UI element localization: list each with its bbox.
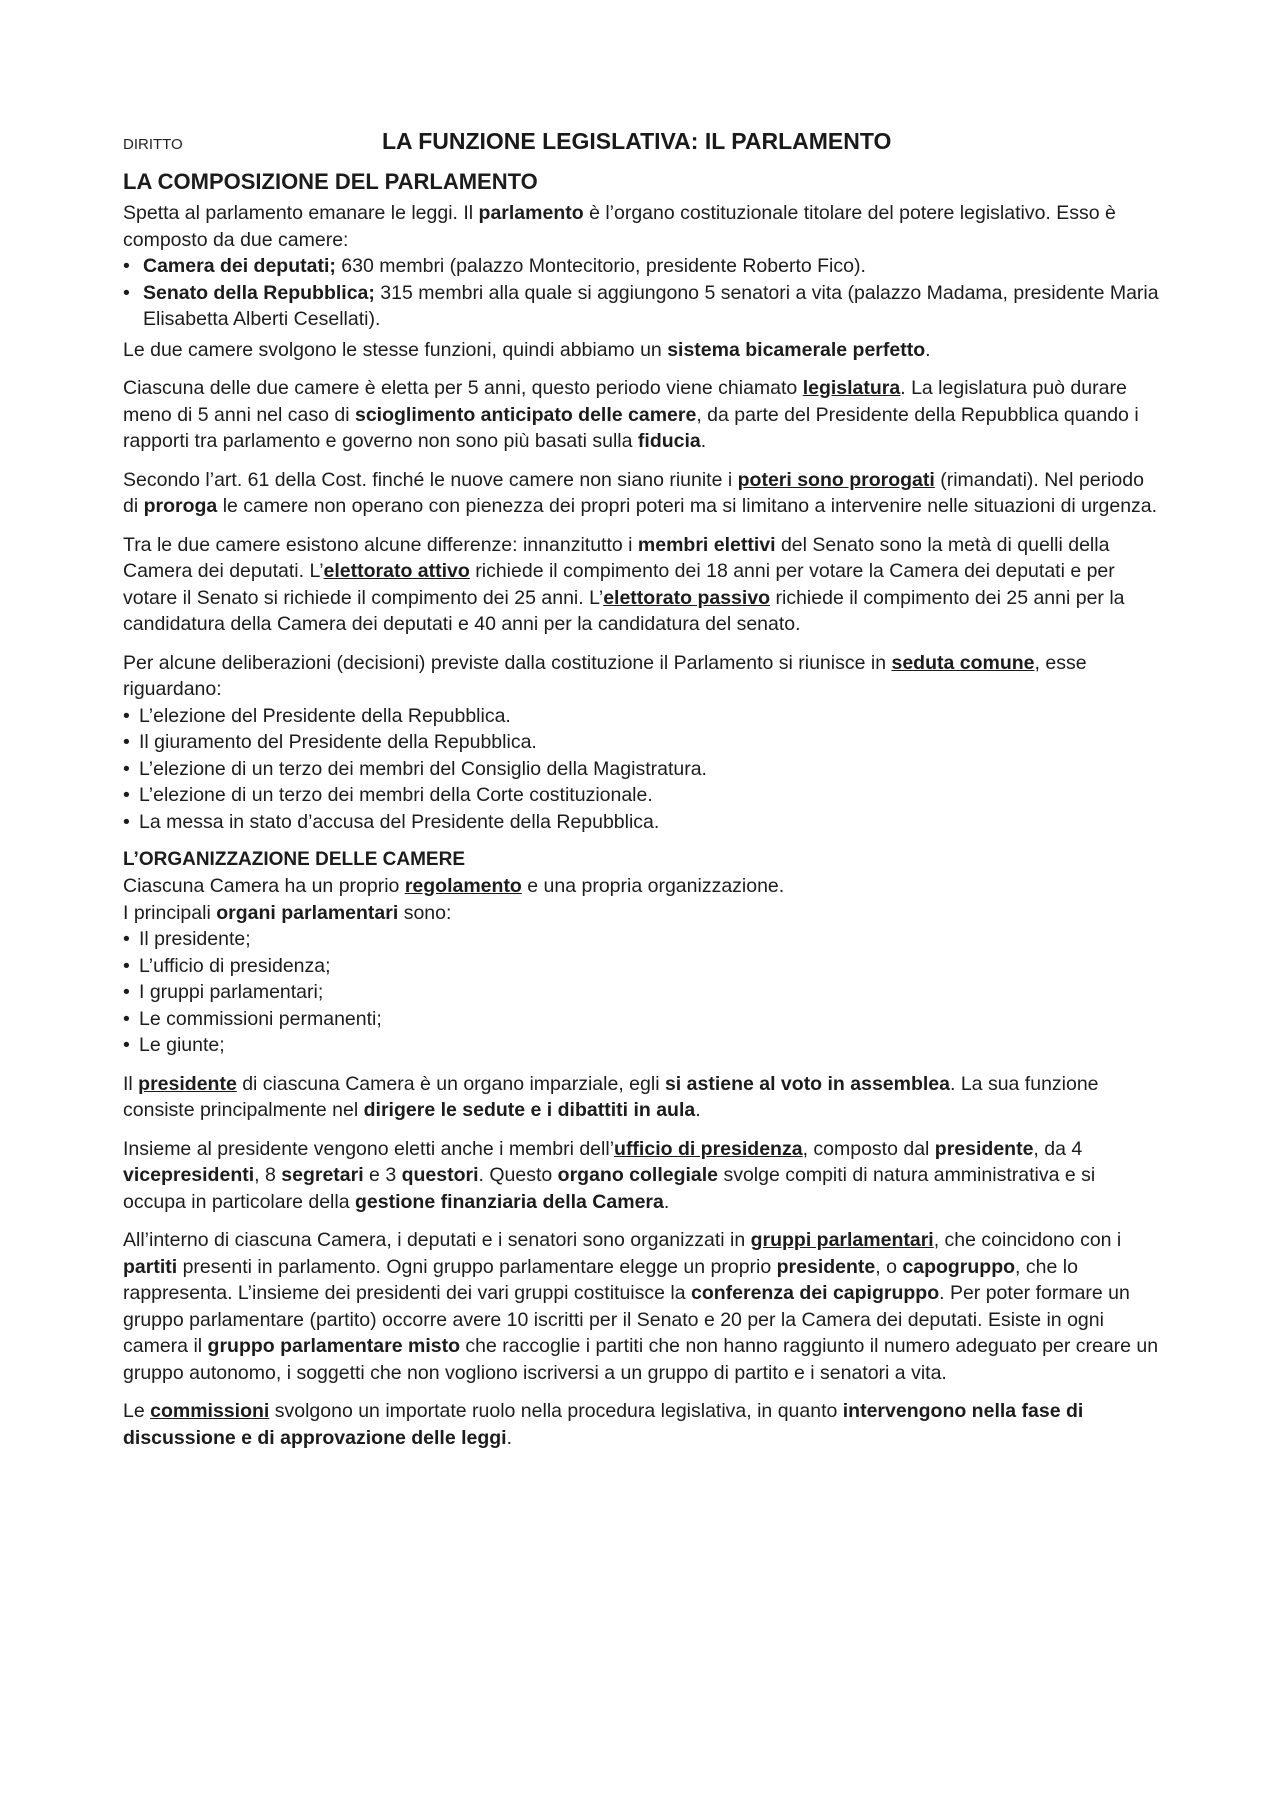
section-heading-composizione: LA COMPOSIZIONE DEL PARLAMENTO <box>123 169 538 194</box>
list-item: • L’elezione di un terzo dei membri del Consiglio della Magistratura. <box>123 756 1160 783</box>
paragraph: Insieme al presidente vengono eletti anche i membri dell’ufficio di presidenza, composto dal presidente, da 4 vicepresidenti, 8 segretari e 3 questori. Questo organo collegiale svolge compiti di natura amministrativa e si occupa in particolare della gestione finanziaria della Camera. <box>123 1137 1096 1213</box>
paragraph: Il presidente di ciascuna Camera è un organo imparziale, egli si astiene al voto in assemblea. La sua funzione consiste principalmente nel dirigere le sedute e i dibattiti in aula. <box>123 1072 1099 1121</box>
camere-list <box>123 253 1160 333</box>
section-heading-organizzazione: L’ORGANIZZAZIONE DELLE CAMERE <box>123 849 465 870</box>
list-item: • Le giunte; <box>123 1032 1160 1059</box>
list-item: • I gruppi parlamentari; <box>123 979 1160 1006</box>
paragraph: Secondo l’art. 61 della Cost. finché le nuove camere non siano riunite i poteri sono prorogati (rimandati). Nel periodo di proroga le camere non operano con pienezza dei propri poteri ma si limitano a intervenire nelle situazioni di urgenza. <box>123 468 1158 517</box>
list-item: • Il presidente; <box>123 926 1160 953</box>
subject-label: DIRITTO <box>123 136 183 153</box>
list-item: • L’elezione del Presidente della Repubblica. <box>123 703 1160 730</box>
paragraph: Per alcune deliberazioni (decisioni) previste dalla costituzione il Parlamento si riunisce in seduta comune, esse riguardano: <box>123 651 1087 700</box>
paragraph: Spetta al parlamento emanare le leggi. Il parlamento è l’organo costituzionale titolare del potere legislativo. Esso è composto da due camere: <box>123 202 1116 251</box>
list-item: • L’elezione di un terzo dei membri della Corte costituzionale. <box>123 782 1160 809</box>
paragraph: Ciascuna delle due camere è eletta per 5 anni, questo periodo viene chiamato legislatura. La legislatura può durare meno di 5 anni nel caso di scioglimento anticipato delle camere, da parte del Presidente della Repubblica quando i rapporti tra parlamento e governo non sono più basati sulla fiducia. <box>123 377 1139 452</box>
paragraph: Ciascuna Camera ha un proprio regolamento e una propria organizzazione. <box>123 875 785 897</box>
paragraph: All’interno di ciascuna Camera, i deputati e i senatori sono organizzati in gruppi parlamentari, che coincidono con i partiti presenti in parlamento. Ogni gruppo parlamentare elegge un proprio presidente, o capogruppo, che lo rappresenta. L’insieme dei presidenti dei vari gruppi costituisce la conferenza dei capigruppo. Per poter formare un gruppo parlamentare (partito) occorre avere 10 iscritti per il Senato e 20 per la Camera dei deputati. Esiste in ogni camera il gruppo parlamentare misto che raccoglie i partiti che non hanno raggiunto il numero adeguato per creare un gruppo autonomo, i soggetti che non vogliono iscriversi a un gruppo di partito e i senatori a vita. <box>123 1229 1159 1384</box>
list-item: • Camera dei deputati; 630 membri (palazzo Montecitorio, presidente Roberto Fico). <box>123 253 1160 280</box>
list-item: • L’ufficio di presidenza; <box>123 953 1160 980</box>
list-item: • Il giuramento del Presidente della Repubblica. <box>123 729 1160 756</box>
document-title: LA FUNZIONE LEGISLATIVA: IL PARLAMENTO <box>382 128 892 154</box>
seduta-comune-list <box>123 703 1160 836</box>
paragraph: Le commissioni svolgono un importate ruolo nella procedura legislativa, in quanto intervengono nella fase di discussione e di approvazione delle leggi. <box>123 1400 1084 1449</box>
paragraph: I principali organi parlamentari sono: <box>123 901 452 924</box>
document-header <box>123 128 1160 158</box>
organi-list <box>123 926 1160 1059</box>
paragraph: Tra le due camere esistono alcune differenze: innanzitutto i membri elettivi del Senato sono la metà di quelli della Camera dei deputati. L’elettorato attivo richiede il compimento dei 18 anni per votare la Camera dei deputati e per votare il Senato si richiede il compimento dei 25 anni. L’elettorato passivo richiede il compimento dei 25 anni per la candidatura della Camera dei deputati e 40 anni per la candidatura del senato. <box>123 533 1125 635</box>
paragraph: Le due camere svolgono le stesse funzioni, quindi abbiamo un sistema bicamerale perfetto. <box>123 338 931 361</box>
list-item: • La messa in stato d’accusa del Presidente della Repubblica. <box>123 809 1160 836</box>
list-item: • Senato della Repubblica; 315 membri alla quale si aggiungono 5 senatori a vita (palazzo Madama, presidente Maria Elisabetta Alberti Cesellati). <box>123 280 1160 333</box>
list-item: • Le commissioni permanenti; <box>123 1006 1160 1033</box>
